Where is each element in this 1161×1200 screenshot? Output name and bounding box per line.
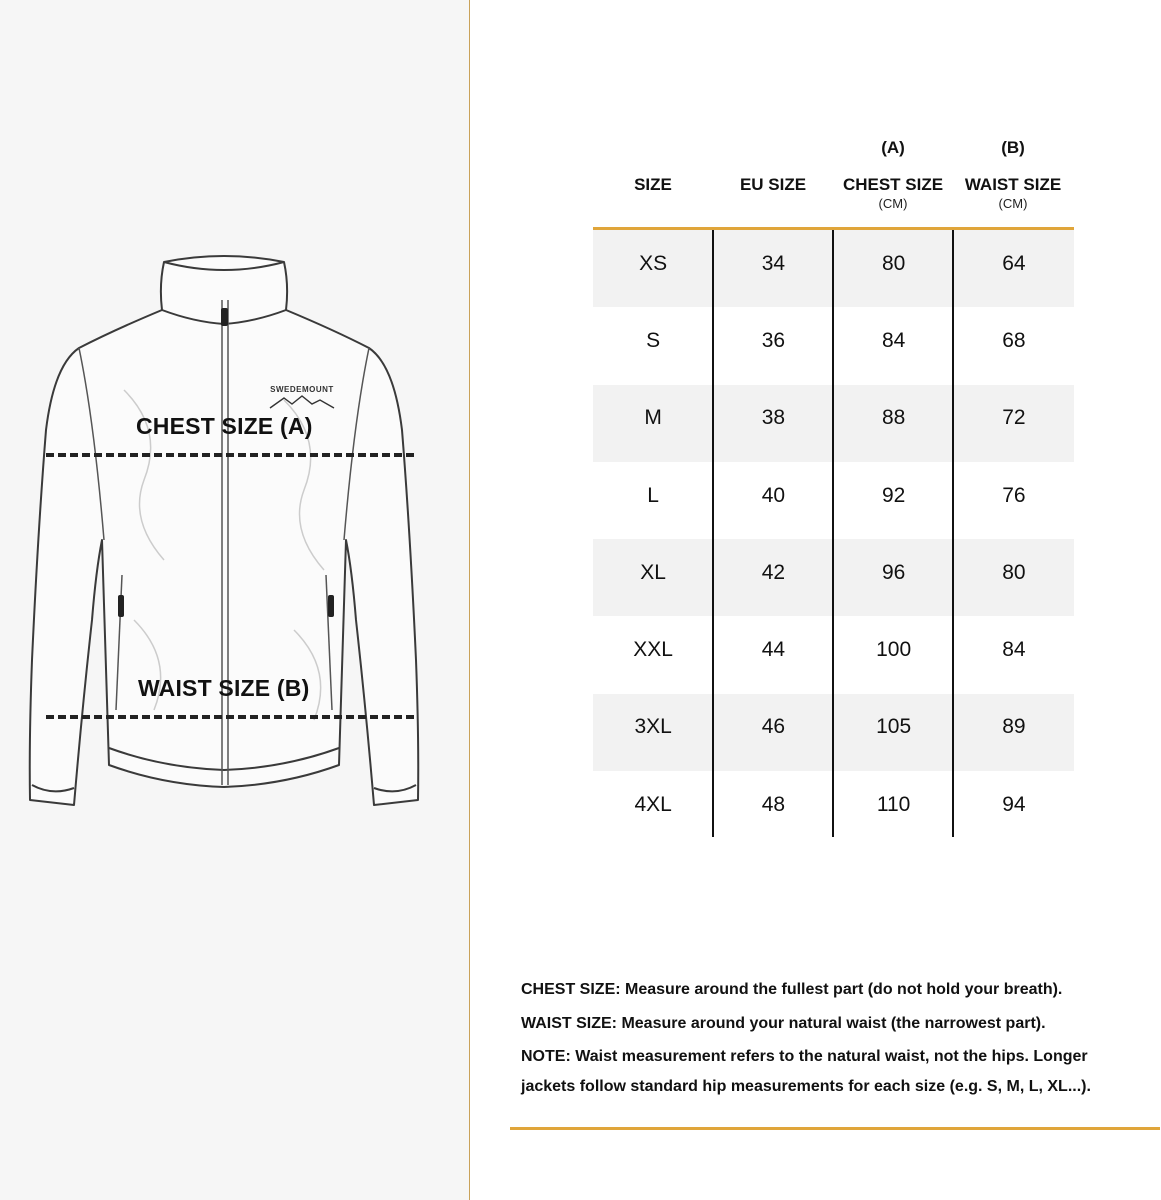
waist-cell: 64 — [1002, 251, 1026, 275]
general-note — [521, 1048, 1088, 1066]
eu-size-cell: 40 — [761, 483, 786, 507]
chest-letter-header: (A) — [881, 138, 905, 157]
waist-cell: 76 — [1002, 483, 1026, 507]
waist-measure-line — [46, 715, 414, 719]
waist-note — [521, 1015, 1046, 1033]
waist-note-key: WAIST SIZE: — [521, 1015, 617, 1032]
size-cell: 4XL — [634, 792, 672, 816]
waist-cell: 84 — [1002, 638, 1026, 662]
chest-cell: 100 — [876, 638, 912, 662]
size-cell: XL — [640, 560, 666, 584]
jacket-illustration — [24, 240, 444, 820]
eu-size-cell: 38 — [761, 406, 786, 430]
size-cell: M — [644, 406, 662, 430]
general-note-key: NOTE: — [521, 1048, 571, 1065]
chest-size-label: CHEST SIZE (A) — [136, 413, 313, 439]
size-column-header: SIZE — [634, 175, 672, 194]
waist-cell: 68 — [1002, 328, 1026, 352]
eu-size-cell: 42 — [761, 560, 786, 584]
waist-note-text: Measure around your natural waist (the narrowest part). — [621, 1015, 1046, 1032]
size-cell: L — [647, 483, 659, 507]
chest-size-column-header: CHEST SIZE — [842, 175, 944, 194]
waist-letter-header: (B) — [1001, 138, 1025, 157]
chest-cell: 110 — [876, 792, 911, 816]
chest-cell: 84 — [881, 328, 906, 352]
column-divider — [712, 230, 714, 837]
general-note-text-1: Waist measurement refers to the natural waist, not the hips. Longer — [575, 1048, 1088, 1065]
waist-size-label: WAIST SIZE (B) — [138, 675, 310, 701]
size-cell: XXL — [633, 638, 673, 662]
chest-cell: 88 — [881, 406, 906, 430]
general-note-text-2: jackets follow standard hip measurements for each size (e.g. S, M, L, XL...). — [521, 1078, 1091, 1095]
chest-cell: 92 — [881, 483, 906, 507]
chest-cell: 105 — [876, 715, 912, 739]
waist-unit-label: (CM) — [998, 196, 1028, 211]
mountain-icon — [262, 394, 342, 410]
garment-diagram-panel — [0, 0, 470, 1200]
size-cell: S — [646, 328, 661, 352]
brand-logo-text: SWEDEMOUNT — [270, 385, 334, 394]
chest-note-text: Measure around the fullest part (do not hold your breath). — [625, 981, 1063, 998]
eu-size-cell: 44 — [761, 638, 786, 662]
footer-rule — [510, 1127, 1160, 1130]
chest-note — [521, 981, 1062, 999]
column-divider — [952, 230, 954, 837]
chest-unit-label: (CM) — [878, 196, 908, 211]
eu-size-cell: 34 — [761, 251, 786, 275]
waist-cell: 94 — [1002, 792, 1026, 816]
chest-cell: 80 — [881, 251, 906, 275]
brand-logo — [262, 385, 342, 415]
eu-size-cell: 36 — [761, 328, 786, 352]
general-note-continued — [521, 1078, 1091, 1096]
size-cell: XS — [639, 251, 668, 275]
eu-size-cell: 48 — [761, 792, 786, 816]
chest-cell: 96 — [881, 560, 906, 584]
chest-note-key: CHEST SIZE: — [521, 981, 621, 998]
size-cell: 3XL — [634, 715, 672, 739]
column-divider — [832, 230, 834, 837]
eu-size-column-header: EU SIZE — [739, 175, 807, 194]
chest-measure-line — [46, 453, 414, 457]
waist-cell: 72 — [1002, 406, 1026, 430]
waist-size-column-header: WAIST SIZE — [964, 175, 1062, 194]
eu-size-cell: 46 — [761, 715, 786, 739]
waist-cell: 80 — [1002, 560, 1026, 584]
waist-cell: 89 — [1002, 715, 1026, 739]
